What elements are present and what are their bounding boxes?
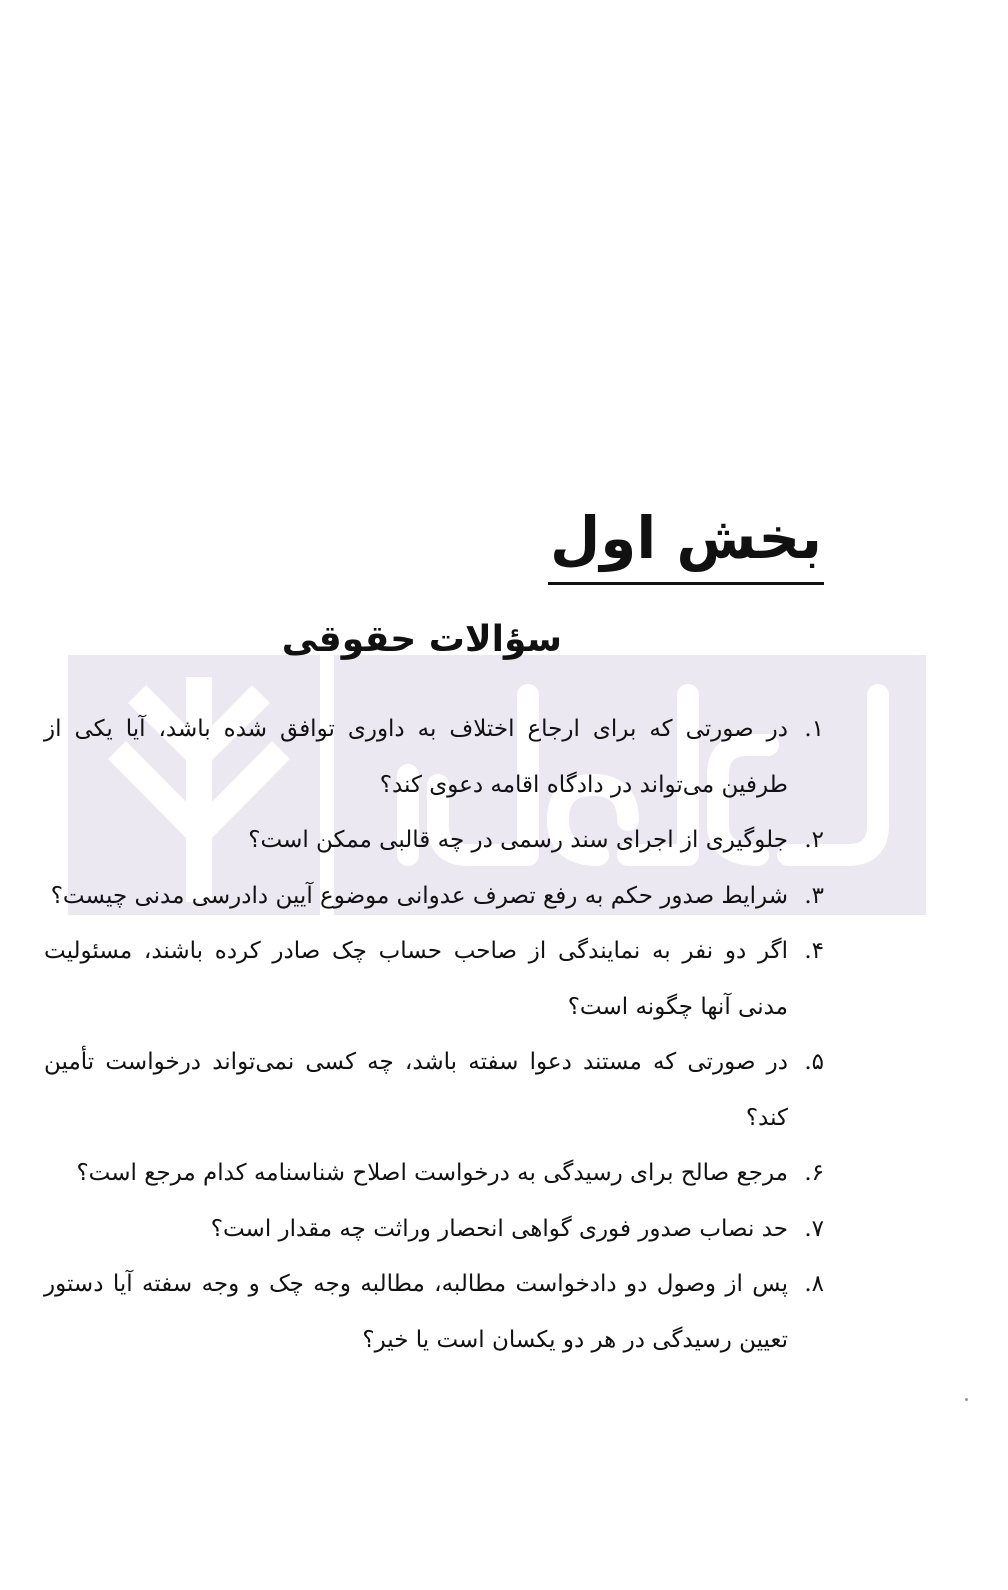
question-text: در صورتی که برای ارجاع اختلاف به داوری توافق شده باشد، آیا یکی از طرفین می‌تواند در دادگاه اقامه دعوی کند؟ [44, 716, 788, 798]
part-title: بخش اول [548, 498, 824, 585]
question-text: جلوگیری از اجرای سند رسمی در چه قالبی ممکن است؟ [248, 827, 788, 853]
question-text: مرجع صالح برای رسیدگی به درخواست اصلاح شناسنامه کدام مرجع است؟ [76, 1160, 788, 1186]
question-list [44, 702, 824, 1368]
question-text: پس از وصول دو دادخواست مطالبه، مطالبه وجه چک و وجه سفته آیا دستور تعیین رسیدگی در هر دو یکسان است یا خیر؟ [44, 1271, 788, 1353]
question-item [44, 702, 824, 813]
question-item [44, 1202, 824, 1258]
question-text: اگر دو نفر به نمایندگی از صاحب حساب چک صادر کرده باشند، مسئولیت مدنی آنها چگونه است؟ [44, 938, 788, 1020]
question-item [44, 924, 824, 1035]
scan-speck [965, 1398, 968, 1401]
question-text: در صورتی که مستند دعوا سفته باشد، چه کسی نمی‌تواند درخواست تأمین کند؟ [44, 1049, 788, 1131]
question-text: حد نصاب صدور فوری گواهی انحصار وراثت چه مقدار است؟ [210, 1215, 788, 1242]
question-text: شرایط صدور حکم به رفع تصرف عدوانی موضوع آیین دادرسی مدنی چیست؟ [50, 882, 788, 909]
question-item [44, 869, 824, 925]
question-number: ۲. [804, 827, 824, 853]
section-title: سؤالات حقوقی [281, 619, 562, 660]
question-number: ۱. [804, 716, 824, 742]
question-item [44, 1146, 824, 1202]
question-number: ۸. [804, 1271, 824, 1297]
question-item [44, 813, 824, 869]
question-number: ۶. [804, 1160, 824, 1186]
question-number: ۳. [804, 882, 824, 909]
question-item [44, 1257, 824, 1368]
question-number: ۴. [804, 938, 824, 964]
question-number: ۷. [804, 1215, 824, 1242]
question-item [44, 1035, 824, 1146]
question-number: ۵. [804, 1049, 824, 1075]
